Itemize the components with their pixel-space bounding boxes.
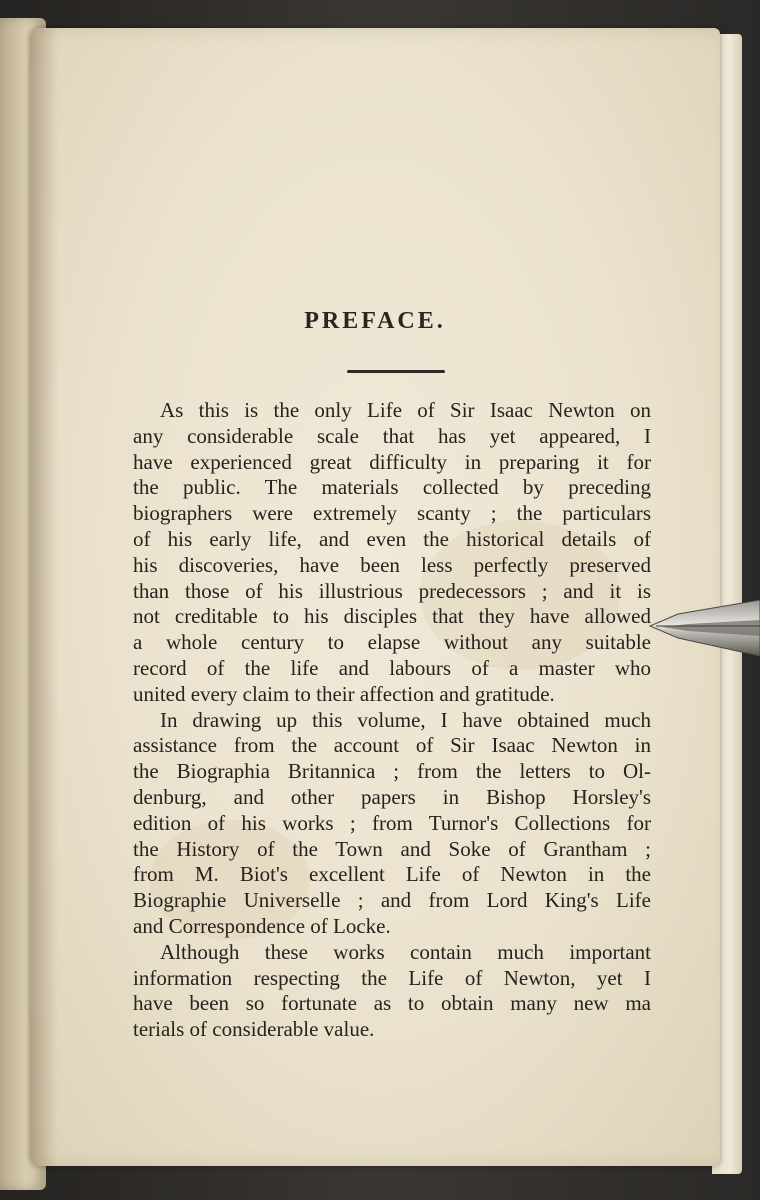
text-line: a whole century to elapse without any suitable: [133, 630, 651, 655]
page-title: PREFACE.: [304, 308, 446, 334]
text-line: the Biographia Britannica ; from the letters to Ol-: [133, 759, 651, 784]
text-line: have been so fortunate as to obtain many new ma: [133, 991, 651, 1016]
text-line: his discoveries, have been less perfectly preserved: [133, 552, 651, 577]
text-line: Biographie Universelle ; and from Lord King's Life: [133, 888, 651, 913]
text-line: As this is the only Life of Sir Isaac Newton on: [160, 398, 651, 422]
metal-clip-icon: [648, 598, 760, 658]
text-line: have experienced great difficulty in preparing it for: [133, 449, 651, 474]
text-line: edition of his works ; from Turnor's Collections for: [133, 810, 651, 835]
text-line: from M. Biot's excellent Life of Newton in the: [133, 862, 651, 887]
text-line: denburg, and other papers in Bishop Horsley's: [133, 784, 651, 809]
text-line: biographers were extremely scanty ; the particulars: [133, 501, 651, 526]
text-line: any considerable scale that has yet appeared, I: [133, 423, 651, 448]
text-line: of his early life, and even the historical details of: [133, 526, 651, 551]
preface-body: [133, 398, 651, 1043]
text-line: In drawing up this volume, I have obtained much: [160, 707, 651, 732]
text-line: united every claim to their affection and gratitude.: [133, 681, 555, 706]
text-line: assistance from the account of Sir Isaac Newton in: [133, 733, 651, 758]
text-line: Although these works contain much important: [160, 939, 651, 964]
text-line: terials of considerable value.: [133, 1017, 375, 1042]
text-line: than those of his illustrious predecessors ; and it is: [133, 578, 651, 603]
title-rule: [347, 370, 445, 373]
text-line: record of the life and labours of a master who: [133, 655, 651, 680]
text-line: and Correspondence of Locke.: [133, 913, 391, 938]
text-line: the History of the Town and Soke of Grantham ;: [133, 836, 651, 861]
text-line: information respecting the Life of Newton, yet I: [133, 965, 651, 990]
gutter-shadow: [30, 28, 58, 1166]
text-line: the public. The materials collected by preceding: [133, 475, 651, 500]
text-line: not creditable to his disciples that they have allowed: [133, 604, 651, 629]
